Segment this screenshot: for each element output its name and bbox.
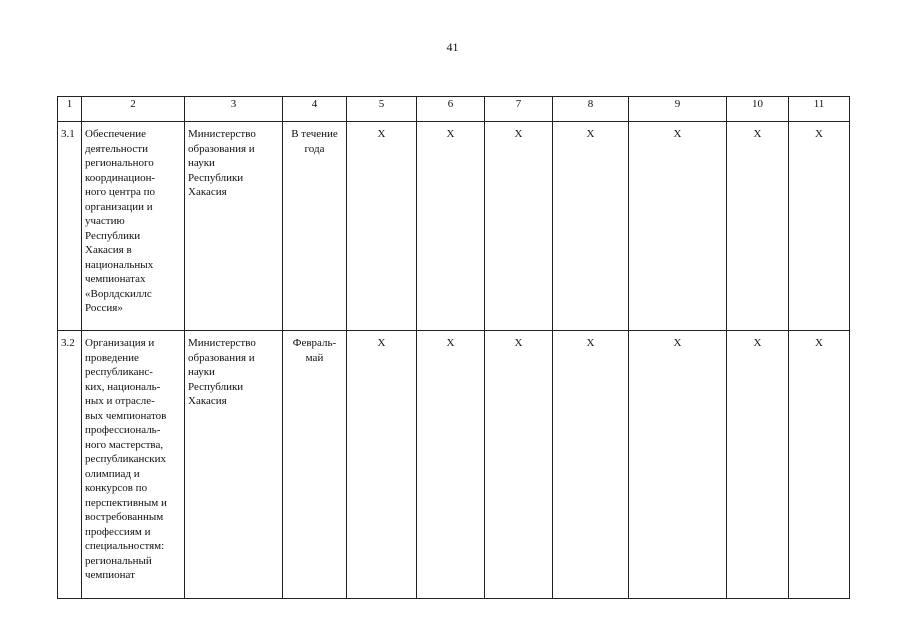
term-text: В течение года — [291, 128, 338, 155]
column-header: 3 — [185, 97, 283, 122]
table-header-row — [58, 97, 850, 122]
mark-cell: X — [417, 331, 485, 599]
executor-cell — [185, 331, 283, 599]
mark-cell: X — [727, 331, 789, 599]
mark-cell: X — [727, 122, 789, 331]
mark-cell: X — [553, 331, 629, 599]
column-header: 2 — [82, 97, 185, 122]
mark-cell: X — [789, 122, 850, 331]
executor-text: Министерство образования и науки Республики Хакасия — [188, 337, 256, 407]
executor-text: Министерство образования и науки Республики Хакасия — [188, 128, 256, 198]
column-header: 4 — [283, 97, 347, 122]
column-header: 5 — [347, 97, 417, 122]
column-header: 8 — [553, 97, 629, 122]
table-row — [58, 122, 850, 331]
mark-cell: X — [347, 331, 417, 599]
event-text: Обеспечение деятельности регионального координацион- ного центра по организации и участию Республики Хакасия в национальных чемпионатах «Ворлдскиллс Россия» — [85, 128, 156, 314]
row-number: 3.2 — [58, 331, 82, 599]
plan-table — [57, 96, 850, 599]
column-header: 1 — [58, 97, 82, 122]
event-cell — [82, 122, 185, 331]
column-header: 10 — [727, 97, 789, 122]
mark-cell: X — [553, 122, 629, 331]
term-cell — [283, 331, 347, 599]
mark-cell: X — [485, 122, 553, 331]
row-number: 3.1 — [58, 122, 82, 331]
mark-cell: X — [629, 331, 727, 599]
mark-cell: X — [485, 331, 553, 599]
mark-cell: X — [347, 122, 417, 331]
term-cell — [283, 122, 347, 331]
event-cell — [82, 331, 185, 599]
term-text: Февраль- май — [292, 337, 337, 364]
column-header: 9 — [629, 97, 727, 122]
mark-cell: X — [789, 331, 850, 599]
column-header: 11 — [789, 97, 850, 122]
table-row — [58, 331, 850, 599]
column-header: 7 — [485, 97, 553, 122]
executor-cell — [185, 122, 283, 331]
page-number: 41 — [446, 40, 459, 54]
mark-cell: X — [629, 122, 727, 331]
event-text: Организация и проведение республиканс- ких, националь- ных и отрасле- вых чемпионатов профессиональ- ного мастерства, республиканских олимпиад и конкурсов по перспективным и востребованным профессиям и специальностям: региональный чемпионат — [85, 337, 167, 581]
mark-cell: X — [417, 122, 485, 331]
column-header: 6 — [417, 97, 485, 122]
